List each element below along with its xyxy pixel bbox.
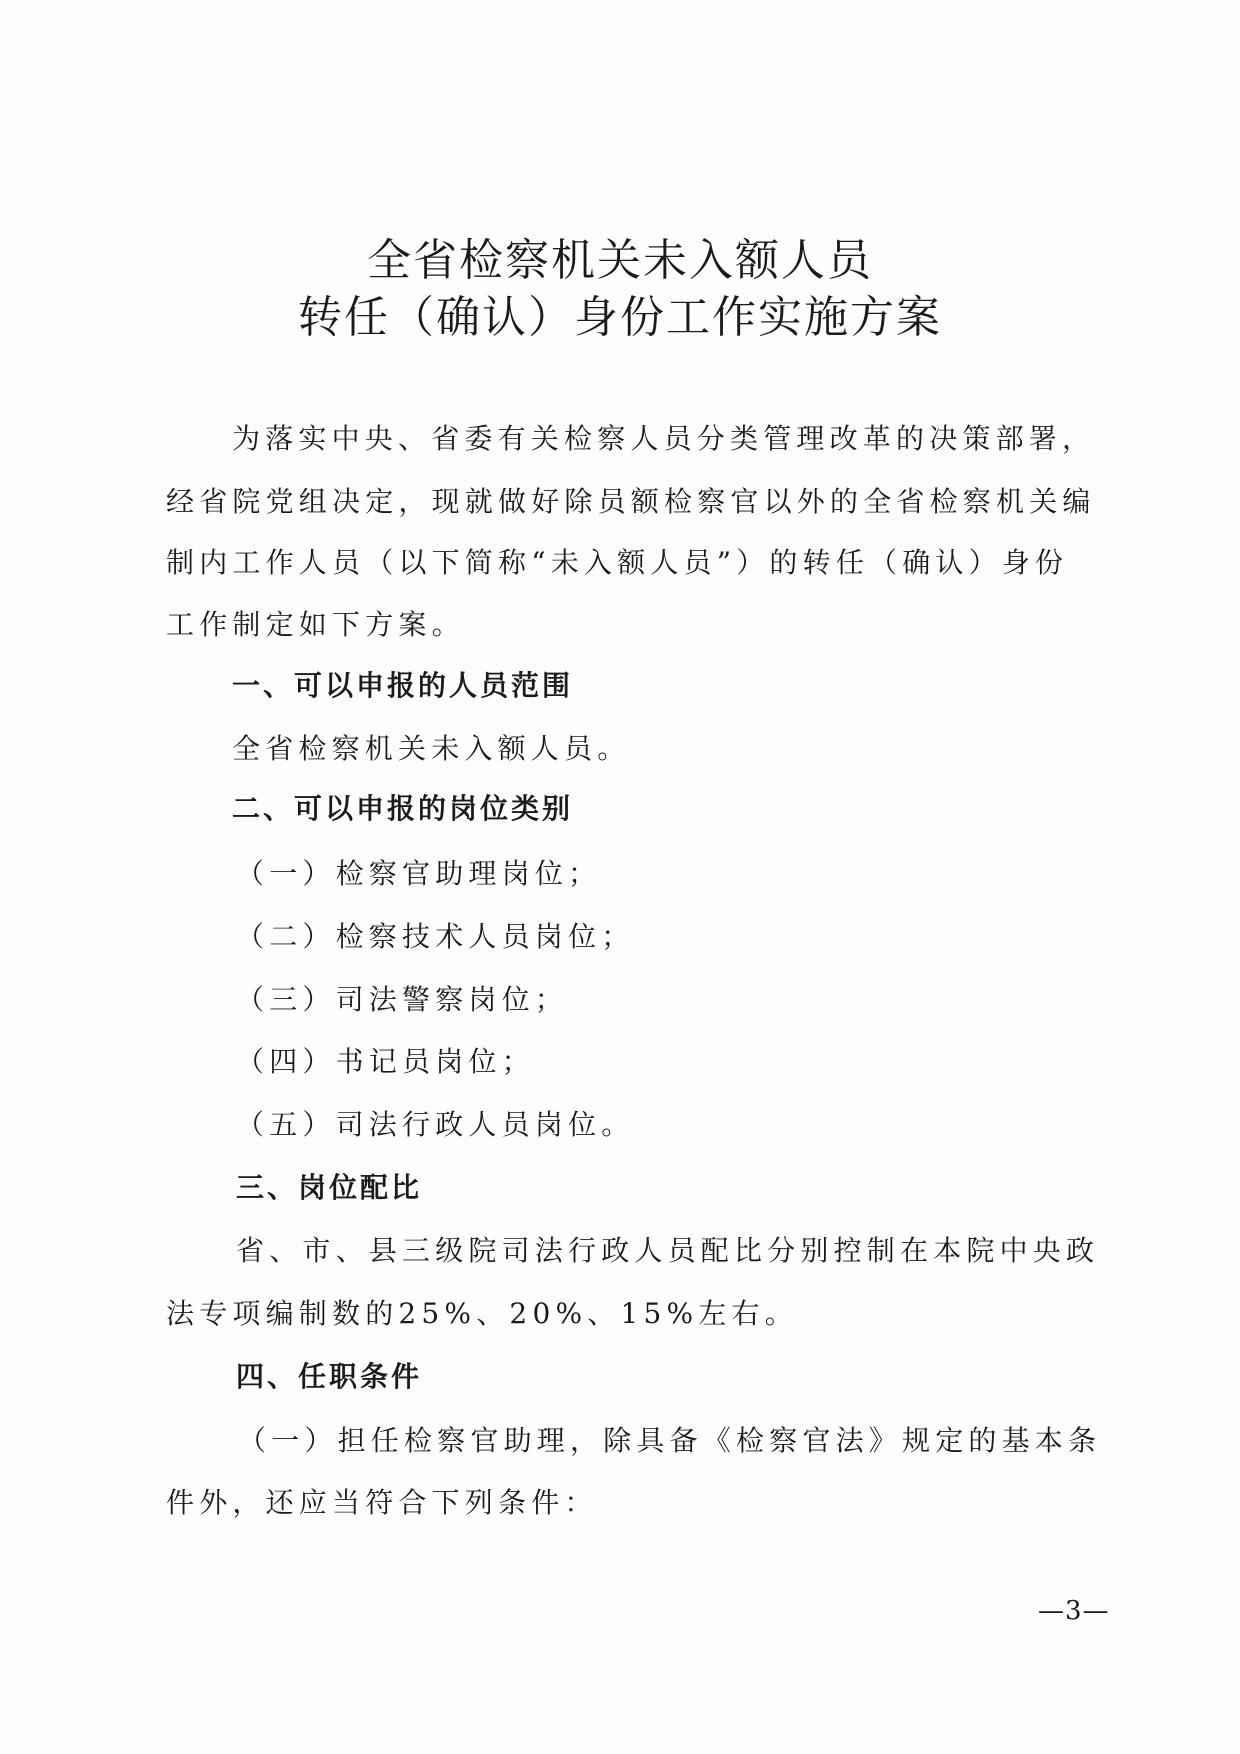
intro-paragraph-line-4: 工作制定如下方案。 [166,608,465,641]
intro-paragraph-line-3: 制内工作人员（以下简称“未入额人员”）的转任（确认）身份 [166,546,1069,579]
section-1-text: 全省检察机关未入额人员。 [232,732,631,765]
document-title-line-1: 全省检察机关未入额人员 [367,235,873,286]
section-1-heading: 一、可以申报的人员范围 [232,669,574,702]
section-2-item-1: （一）检察官助理岗位； [236,857,602,890]
document-title-line-2: 转任（确认）身份工作实施方案 [298,292,942,343]
section-2-item-3: （三）司法警察岗位； [236,983,569,1016]
page-number: —3— [1038,1596,1110,1626]
intro-paragraph-line-1: 为落实中央、省委有关检察人员分类管理改革的决策部署， [232,422,1096,455]
section-2-item-2: （二）检察技术人员岗位； [236,920,635,953]
section-3-text-line-1: 省、市、县三级院司法行政人员配比分别控制在本院中央政 [236,1234,1100,1267]
intro-paragraph-line-2: 经省院党组决定，现就做好除员额检察官以外的全省检察机关编 [166,485,1096,518]
section-3-heading: 三、岗位配比 [236,1171,423,1204]
section-2-item-4: （四）书记员岗位； [236,1045,535,1078]
section-2-heading: 二、可以申报的岗位类别 [232,792,574,825]
section-4-text-line-2: 件外，还应当符合下列条件： [166,1486,598,1519]
section-4-text-line-1: （一）担任检察官助理，除具备《检察官法》规定的基本条 [238,1424,1102,1457]
section-3-text-line-2: 法专项编制数的25%、20%、15%左右。 [166,1297,798,1330]
section-2-item-5: （五）司法行政人员岗位。 [236,1108,635,1141]
section-4-heading: 四、任职条件 [236,1360,423,1393]
